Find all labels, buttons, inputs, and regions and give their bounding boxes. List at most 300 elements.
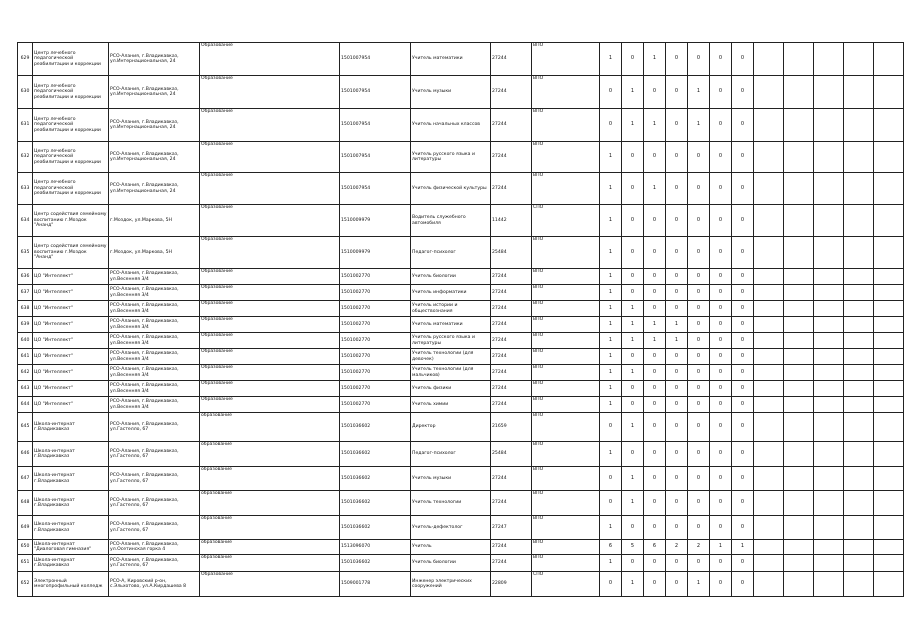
address-cell: РСО-Алания, г.Владикавказ, ул.Весенняя 3/4 — [109, 269, 200, 285]
position-cell: Учитель русского языка и литературы — [411, 333, 491, 349]
code-cell: 27244 — [491, 109, 532, 142]
count-cell: 0 — [688, 285, 710, 301]
field-cell: Образование — [200, 269, 340, 285]
inn-cell: 1501036602 — [340, 491, 411, 516]
code-cell: 27244 — [491, 43, 532, 76]
empty-cell — [874, 109, 904, 142]
organization-cell: Школа-интернат г.Владикавказ — [33, 467, 109, 491]
code-cell: 27244 — [491, 317, 532, 333]
address-cell: РСО-Алания, г.Владикавказ, ул.Весенняя 3/4 — [109, 381, 200, 397]
count-cell: 1 — [600, 365, 622, 381]
empty-cell — [784, 301, 814, 317]
inn-cell: 1501007954 — [340, 142, 411, 173]
empty-cell — [784, 516, 814, 540]
count-cell: 1 — [622, 317, 644, 333]
count-cell: 1 — [600, 516, 622, 540]
count-cell: 0 — [666, 301, 688, 317]
count-cell: 1 — [688, 76, 710, 109]
empty-cell — [754, 205, 784, 237]
count-cell: 1 — [666, 333, 688, 349]
empty-cell — [844, 413, 874, 442]
count-cell: 0 — [622, 381, 644, 397]
table-row — [18, 43, 904, 76]
count-cell: 0 — [710, 413, 732, 442]
organization-cell: Центр содействия семейному воспитанию г.Моздок "Ананд" — [33, 237, 109, 269]
empty-cell — [754, 109, 784, 142]
field-cell: Образование — [200, 76, 340, 109]
position-cell: Водитель служебного автомобиля — [411, 205, 491, 237]
field-cell: Образование — [200, 237, 340, 269]
inn-cell: 1501002770 — [340, 333, 411, 349]
count-cell: 0 — [666, 491, 688, 516]
count-cell: 0 — [732, 333, 754, 349]
empty-cell — [754, 467, 784, 491]
field-cell: Образование — [200, 381, 340, 397]
count-cell: 0 — [666, 397, 688, 413]
count-cell: 0 — [688, 142, 710, 173]
position-cell: Учитель-дефектолог — [411, 516, 491, 540]
count-cell: 0 — [666, 467, 688, 491]
position-cell: Учитель технологии (для девочек) — [411, 349, 491, 365]
inn-cell: 1501036602 — [340, 413, 411, 442]
count-cell: 0 — [600, 467, 622, 491]
count-cell: 0 — [688, 555, 710, 572]
count-cell: 0 — [732, 442, 754, 467]
table-row — [18, 491, 904, 516]
empty-cell — [784, 205, 814, 237]
count-cell: 0 — [666, 365, 688, 381]
empty-cell — [874, 381, 904, 397]
address-cell: РСО-Алания, г.Владикавказ, ул.Гастелло, 67 — [109, 491, 200, 516]
code-cell: 27244 — [491, 397, 532, 413]
empty-cell — [784, 365, 814, 381]
inn-cell: 1510009979 — [340, 205, 411, 237]
count-cell: 0 — [710, 285, 732, 301]
count-cell: 1 — [622, 365, 644, 381]
count-cell: 0 — [644, 205, 666, 237]
row-number-cell: 637 — [18, 285, 33, 301]
empty-cell — [814, 43, 844, 76]
count-cell: 0 — [666, 413, 688, 442]
empty-cell — [844, 237, 874, 269]
empty-cell — [754, 76, 784, 109]
education-cell: ВПО — [532, 540, 600, 555]
count-cell: 0 — [710, 43, 732, 76]
inn-cell: 1501002770 — [340, 301, 411, 317]
count-cell: 1 — [600, 142, 622, 173]
empty-cell — [814, 237, 844, 269]
row-number-cell: 644 — [18, 397, 33, 413]
count-cell: 0 — [666, 237, 688, 269]
row-number-cell: 642 — [18, 365, 33, 381]
organization-cell: ЦО "Интеллект" — [33, 301, 109, 317]
empty-cell — [814, 301, 844, 317]
empty-cell — [754, 555, 784, 572]
row-number-cell: 643 — [18, 381, 33, 397]
organization-cell: ЦО "Интеллект" — [33, 333, 109, 349]
education-cell: ВПО — [532, 491, 600, 516]
inn-cell: 1501036602 — [340, 555, 411, 572]
empty-cell — [784, 43, 814, 76]
position-cell: Учитель — [411, 540, 491, 555]
empty-cell — [844, 109, 874, 142]
count-cell: 0 — [644, 76, 666, 109]
position-cell: Директор — [411, 413, 491, 442]
empty-cell — [784, 109, 814, 142]
count-cell: 0 — [622, 442, 644, 467]
count-cell: 0 — [666, 555, 688, 572]
empty-cell — [754, 381, 784, 397]
empty-cell — [844, 317, 874, 333]
code-cell: 27244 — [491, 301, 532, 317]
count-cell: 0 — [710, 572, 732, 597]
empty-cell — [814, 285, 844, 301]
table-row — [18, 173, 904, 205]
empty-cell — [784, 397, 814, 413]
field-cell: Образование — [200, 572, 340, 597]
code-cell: 27244 — [491, 333, 532, 349]
count-cell: 0 — [688, 349, 710, 365]
empty-cell — [784, 349, 814, 365]
count-cell: 1 — [644, 43, 666, 76]
empty-cell — [754, 397, 784, 413]
count-cell: 1 — [600, 173, 622, 205]
education-cell: ВПО — [532, 142, 600, 173]
address-cell: РСО-Алания, г.Владикавказ, ул.Весенняя 3/4 — [109, 333, 200, 349]
field-cell: образование — [200, 491, 340, 516]
count-cell: 0 — [622, 349, 644, 365]
code-cell: 27244 — [491, 540, 532, 555]
row-number-cell: 632 — [18, 142, 33, 173]
field-cell: образование — [200, 540, 340, 555]
row-number-cell: 650 — [18, 540, 33, 555]
row-number-cell: 638 — [18, 301, 33, 317]
empty-cell — [844, 142, 874, 173]
empty-cell — [814, 76, 844, 109]
empty-cell — [784, 333, 814, 349]
table-row — [18, 317, 904, 333]
empty-cell — [874, 317, 904, 333]
empty-cell — [844, 540, 874, 555]
education-cell: ВПО — [532, 349, 600, 365]
empty-cell — [844, 555, 874, 572]
count-cell: 0 — [644, 285, 666, 301]
empty-cell — [844, 442, 874, 467]
empty-cell — [754, 317, 784, 333]
table-row — [18, 555, 904, 572]
organization-cell: ЦО "Интеллект" — [33, 317, 109, 333]
count-cell: 0 — [710, 555, 732, 572]
count-cell: 0 — [732, 397, 754, 413]
education-cell: ВПО — [532, 237, 600, 269]
count-cell: 0 — [622, 516, 644, 540]
count-cell: 0 — [622, 173, 644, 205]
position-cell: Учитель физики — [411, 381, 491, 397]
position-cell: Учитель начальных классов — [411, 109, 491, 142]
row-number-cell: 635 — [18, 237, 33, 269]
count-cell: 0 — [622, 237, 644, 269]
empty-cell — [844, 381, 874, 397]
count-cell: 1 — [644, 109, 666, 142]
empty-cell — [844, 516, 874, 540]
count-cell: 0 — [688, 413, 710, 442]
organization-cell: Школа-интернат "Диалоговая гимназия" — [33, 540, 109, 555]
empty-cell — [814, 572, 844, 597]
count-cell: 2 — [666, 540, 688, 555]
count-cell: 0 — [666, 381, 688, 397]
empty-cell — [754, 301, 784, 317]
inn-cell: 1501002770 — [340, 285, 411, 301]
count-cell: 1 — [644, 173, 666, 205]
empty-cell — [874, 555, 904, 572]
count-cell: 0 — [710, 491, 732, 516]
organization-cell: ЦО "Интеллект" — [33, 381, 109, 397]
address-cell: РСО-Алания, г.Владикавказ, ул.Весенняя 3/4 — [109, 301, 200, 317]
row-number-cell: 636 — [18, 269, 33, 285]
empty-cell — [814, 317, 844, 333]
organization-cell: Центр лечебного педагогической реабилитации и коррекции — [33, 173, 109, 205]
count-cell: 0 — [732, 205, 754, 237]
address-cell: РСО-Алания, г.Владикавказ, ул.Весенняя 3/4 — [109, 397, 200, 413]
field-cell: Образование — [200, 285, 340, 301]
organization-cell: ЦО "Интеллект" — [33, 397, 109, 413]
code-cell: 27244 — [491, 555, 532, 572]
empty-cell — [874, 173, 904, 205]
inn-cell: 1501002770 — [340, 317, 411, 333]
position-cell: Учитель физической культуры — [411, 173, 491, 205]
empty-cell — [844, 397, 874, 413]
address-cell: РСО-Алания, г.Владикавказ, ул.Интернациональная, 24 — [109, 173, 200, 205]
empty-cell — [754, 285, 784, 301]
address-cell: РСО-А, Кировский р-он, с.Эльхотово, ул.А.Кирдашева 8 — [109, 572, 200, 597]
code-cell: 27244 — [491, 381, 532, 397]
position-cell: Учитель технологии — [411, 491, 491, 516]
empty-cell — [754, 269, 784, 285]
inn-cell: 1501036602 — [340, 467, 411, 491]
organization-cell: Электронный многопрофильный колледж — [33, 572, 109, 597]
count-cell: 0 — [732, 269, 754, 285]
empty-cell — [784, 442, 814, 467]
table-row — [18, 349, 904, 365]
address-cell: РСО-Алания, г.Владикавказ, ул.Гастелло, 67 — [109, 413, 200, 442]
empty-cell — [814, 491, 844, 516]
code-cell: 27244 — [491, 142, 532, 173]
organization-cell: ЦО "Интеллект" — [33, 349, 109, 365]
empty-cell — [784, 572, 814, 597]
empty-cell — [754, 43, 784, 76]
empty-cell — [814, 540, 844, 555]
empty-cell — [844, 43, 874, 76]
code-cell: 27244 — [491, 365, 532, 381]
count-cell: 0 — [710, 333, 732, 349]
count-cell: 1 — [600, 317, 622, 333]
code-cell: 25484 — [491, 442, 532, 467]
count-cell: 1 — [600, 381, 622, 397]
count-cell: 0 — [710, 317, 732, 333]
count-cell: 0 — [710, 173, 732, 205]
empty-cell — [754, 173, 784, 205]
empty-cell — [844, 572, 874, 597]
row-number-cell: 647 — [18, 467, 33, 491]
count-cell: 0 — [732, 237, 754, 269]
count-cell: 0 — [732, 142, 754, 173]
empty-cell — [874, 540, 904, 555]
field-cell: образование — [200, 516, 340, 540]
count-cell: 1 — [600, 269, 622, 285]
empty-cell — [784, 142, 814, 173]
address-cell: РСО-Алания, г.Владикавказ, ул.Интернациональная, 24 — [109, 43, 200, 76]
row-number-cell: 651 — [18, 555, 33, 572]
education-cell: ВПО — [532, 381, 600, 397]
table-body — [18, 43, 904, 597]
count-cell: 0 — [710, 381, 732, 397]
count-cell: 0 — [644, 467, 666, 491]
count-cell: 0 — [644, 442, 666, 467]
count-cell: 0 — [666, 142, 688, 173]
count-cell: 0 — [732, 555, 754, 572]
position-cell: Учитель музыки — [411, 76, 491, 109]
empty-cell — [874, 333, 904, 349]
count-cell: 6 — [600, 540, 622, 555]
count-cell: 0 — [732, 381, 754, 397]
count-cell: 1 — [622, 333, 644, 349]
empty-cell — [754, 413, 784, 442]
empty-cell — [784, 381, 814, 397]
empty-cell — [754, 540, 784, 555]
inn-cell: 1501036602 — [340, 516, 411, 540]
row-number-cell: 631 — [18, 109, 33, 142]
education-cell: ВПО — [532, 467, 600, 491]
empty-cell — [784, 413, 814, 442]
row-number-cell: 630 — [18, 76, 33, 109]
education-cell: ВПО — [532, 365, 600, 381]
education-cell: ВПО — [532, 269, 600, 285]
empty-cell — [814, 109, 844, 142]
empty-cell — [874, 349, 904, 365]
organization-cell: Школа-интернат г.Владикавказ — [33, 555, 109, 572]
empty-cell — [874, 491, 904, 516]
count-cell: 0 — [622, 205, 644, 237]
empty-cell — [784, 540, 814, 555]
empty-cell — [814, 467, 844, 491]
count-cell: 0 — [622, 269, 644, 285]
address-cell: РСО-Алания, г.Владикавказ, ул.Интернациональная, 24 — [109, 142, 200, 173]
empty-cell — [754, 349, 784, 365]
education-cell: ВПО — [532, 173, 600, 205]
count-cell: 0 — [710, 237, 732, 269]
count-cell: 0 — [644, 381, 666, 397]
address-cell: РСО-Алания, г.Владикавказ, ул.Интернациональная, 24 — [109, 76, 200, 109]
address-cell: РСО-Алания, г.Владикавказ, ул.Весенняя 3/4 — [109, 349, 200, 365]
count-cell: 0 — [622, 142, 644, 173]
count-cell: 1 — [622, 467, 644, 491]
count-cell: 0 — [732, 43, 754, 76]
count-cell: 1 — [600, 349, 622, 365]
position-cell: Учитель технологии (для мальчиков) — [411, 365, 491, 381]
empty-cell — [844, 467, 874, 491]
empty-cell — [784, 555, 814, 572]
field-cell: Образование — [200, 205, 340, 237]
empty-cell — [874, 365, 904, 381]
empty-cell — [784, 491, 814, 516]
count-cell: 0 — [600, 76, 622, 109]
count-cell: 1 — [666, 317, 688, 333]
empty-cell — [874, 301, 904, 317]
count-cell: 0 — [600, 572, 622, 597]
count-cell: 0 — [688, 205, 710, 237]
organization-cell: Центр лечебного педагогической реабилитации и коррекции — [33, 142, 109, 173]
position-cell: Учитель химии — [411, 397, 491, 413]
empty-cell — [874, 397, 904, 413]
education-cell: ВПО — [532, 285, 600, 301]
inn-cell: 1510009979 — [340, 237, 411, 269]
organization-cell: Центр содействия семейному воспитанию г.Моздок "Ананд" — [33, 205, 109, 237]
count-cell: 1 — [688, 572, 710, 597]
count-cell: 0 — [600, 491, 622, 516]
vacancy-table — [17, 42, 904, 597]
count-cell: 0 — [732, 173, 754, 205]
empty-cell — [754, 442, 784, 467]
education-cell: СПО — [532, 205, 600, 237]
row-number-cell: 633 — [18, 173, 33, 205]
address-cell: РСО-Алания, г.Владикавказ, ул.Осетинская горка 4 — [109, 540, 200, 555]
organization-cell: ЦО "Интеллект" — [33, 285, 109, 301]
empty-cell — [874, 205, 904, 237]
inn-cell: 1501002770 — [340, 349, 411, 365]
count-cell: 0 — [622, 397, 644, 413]
code-cell: 27244 — [491, 76, 532, 109]
empty-cell — [784, 237, 814, 269]
table-row — [18, 285, 904, 301]
count-cell: 0 — [732, 285, 754, 301]
empty-cell — [814, 142, 844, 173]
count-cell: 0 — [732, 109, 754, 142]
table-row — [18, 269, 904, 285]
organization-cell: Центр лечебного педагогической реабилитации и коррекции — [33, 76, 109, 109]
empty-cell — [754, 572, 784, 597]
count-cell: 0 — [710, 467, 732, 491]
education-cell: ВПО — [532, 301, 600, 317]
organization-cell: Школа-интернат г.Владикавказ — [33, 442, 109, 467]
count-cell: 0 — [710, 365, 732, 381]
count-cell: 0 — [710, 349, 732, 365]
code-cell: 27244 — [491, 491, 532, 516]
education-cell: ВПО — [532, 555, 600, 572]
education-cell: ВПО — [532, 397, 600, 413]
count-cell: 1 — [600, 442, 622, 467]
table-row — [18, 572, 904, 597]
count-cell: 0 — [732, 572, 754, 597]
count-cell: 0 — [644, 491, 666, 516]
count-cell: 1 — [732, 540, 754, 555]
field-cell: Образование — [200, 349, 340, 365]
empty-cell — [844, 301, 874, 317]
education-cell: СПО — [532, 572, 600, 597]
education-cell: ВПО — [532, 317, 600, 333]
inn-cell: 1501007954 — [340, 109, 411, 142]
field-cell: Образование — [200, 317, 340, 333]
count-cell: 0 — [666, 76, 688, 109]
empty-cell — [874, 516, 904, 540]
row-number-cell: 640 — [18, 333, 33, 349]
table-row — [18, 381, 904, 397]
address-cell: г.Моздок, ул.Маркова, 5Н — [109, 237, 200, 269]
inn-cell: 1501007954 — [340, 76, 411, 109]
empty-cell — [874, 285, 904, 301]
count-cell: 0 — [688, 365, 710, 381]
count-cell: 0 — [666, 269, 688, 285]
empty-cell — [814, 269, 844, 285]
